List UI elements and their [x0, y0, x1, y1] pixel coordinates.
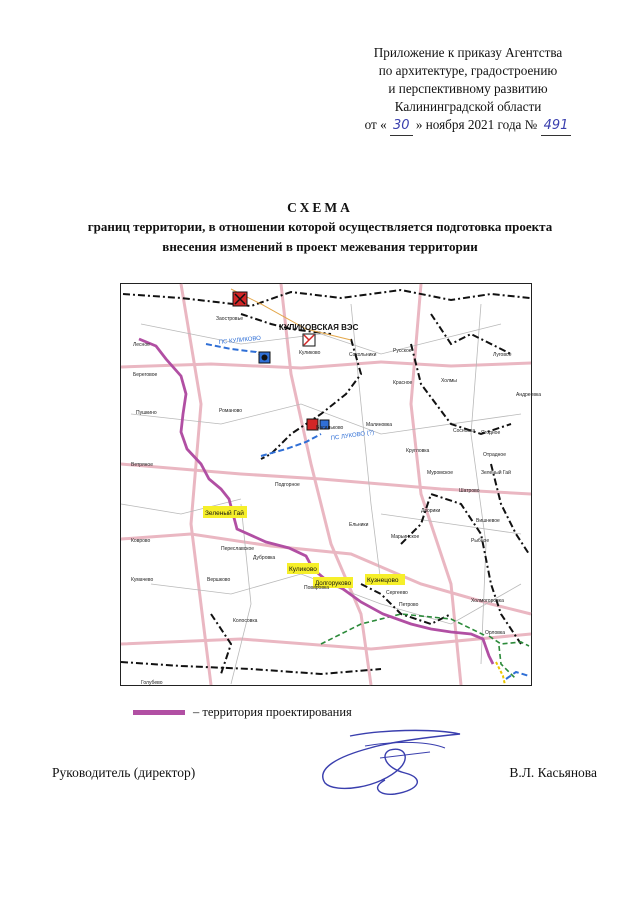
handwritten-signature	[310, 728, 480, 798]
document-header	[338, 44, 598, 136]
place-label: Лесное	[133, 342, 150, 348]
place-label: Русское	[393, 348, 412, 354]
place-label: Ветряное	[131, 462, 153, 468]
place-label: Голубево	[141, 680, 163, 686]
date-mid: » ноября 2021 года №	[415, 117, 538, 132]
place-label: Ельники	[349, 522, 369, 528]
place-label: Дубровка	[253, 555, 276, 561]
place-label: Колосовка	[233, 618, 258, 624]
title-subtitle-line-2: внесения изменений в проект межевания территории	[162, 239, 478, 254]
legend	[133, 705, 352, 720]
place-label: Луговое	[493, 352, 512, 358]
place-label: Красное	[393, 380, 413, 386]
place-label: Куликово	[299, 350, 321, 356]
blue-label-right: ПС ЛУКОВО (?)	[330, 429, 375, 442]
place-label: Шатрово	[459, 488, 480, 494]
place-label: Рыбное	[471, 538, 490, 544]
label-kuznetsovo	[365, 574, 405, 585]
label-kulikovo	[287, 563, 319, 574]
blue-power-lines	[206, 344, 529, 679]
header-date-line	[338, 116, 598, 136]
header-line-3: и перспективному развитию	[388, 81, 548, 96]
place-label: Муромское	[427, 470, 453, 476]
svg-text:Куликово: Куликово	[289, 566, 317, 573]
place-label: Переславское	[221, 546, 255, 552]
place-label: Подгорное	[275, 482, 300, 488]
place-label: Вершково	[207, 577, 231, 583]
svg-text:Кузнецово: Кузнецово	[367, 577, 399, 584]
svg-text:Долгоруково: Долгоруково	[315, 580, 352, 587]
blue-label-left: ПС КУЛИКОВО	[218, 335, 262, 346]
header-line-1: Приложение к приказу Агентства	[373, 45, 563, 60]
map-svg	[121, 284, 542, 686]
header-line-4: Калининградской области	[394, 99, 542, 114]
label-zeleny-gai	[203, 506, 247, 518]
place-label: Малиновка	[366, 422, 392, 428]
legend-text: – территория проектирования	[193, 705, 352, 719]
signatory-position: Руководитель (директор)	[52, 765, 196, 780]
place-label: Сосновка	[453, 428, 476, 434]
place-label: Романово	[219, 408, 243, 414]
place-label: Ягодное	[481, 430, 501, 436]
place-label: Холмы	[441, 378, 457, 384]
territory-legend-swatch	[133, 710, 185, 715]
roads	[121, 284, 531, 685]
wind-station-marker	[303, 334, 315, 346]
territory-map	[120, 283, 542, 686]
place-label: Петрово	[399, 602, 419, 608]
place-label: Сергеево	[386, 590, 408, 596]
document-title	[40, 200, 600, 256]
secondary-roads	[121, 304, 521, 684]
substation-marker-left	[259, 352, 270, 363]
place-label: Вишневое	[476, 518, 500, 524]
date-prefix: от «	[364, 117, 387, 132]
title-heading: СХЕМА	[287, 200, 353, 215]
handwritten-day: 30	[390, 117, 413, 136]
place-label: Андреевка	[516, 392, 542, 398]
place-label: Коврово	[131, 538, 151, 544]
title-subtitle-line-1: границ территории, в отношении которой осуществляется подготовка проекта	[87, 219, 553, 234]
place-label: Отрадное	[483, 452, 506, 458]
signatory-name: В.Л. Касьянова	[509, 765, 597, 780]
place-label: Кругловка	[406, 448, 430, 454]
place-label: Зеленый Гай	[481, 470, 511, 476]
place-label: Сокольники	[349, 352, 377, 358]
yellow-line	[496, 662, 505, 685]
place-label: Береговое	[133, 372, 158, 378]
power-station-marker	[233, 292, 247, 306]
station-label: КУЛИКОВСКАЯ ВЭС	[279, 323, 359, 332]
handwritten-number: 491	[541, 117, 572, 136]
place-label: Васильково	[316, 425, 344, 431]
place-label: Поваровка	[304, 585, 330, 591]
header-line-2: по архитектуре, градостроению	[378, 63, 558, 78]
place-label: Кумачево	[131, 577, 154, 583]
place-label: Дворики	[421, 508, 441, 514]
place-label: Орловка	[485, 630, 505, 636]
place-label: Заостровье	[216, 316, 243, 322]
admin-boundaries	[121, 290, 530, 674]
place-label: Марьинское	[391, 534, 420, 540]
place-label: Пушкино	[136, 410, 157, 416]
place-label: Холмогоровка	[471, 598, 504, 604]
svg-text:Зеленый Гай: Зеленый Гай	[205, 510, 244, 517]
